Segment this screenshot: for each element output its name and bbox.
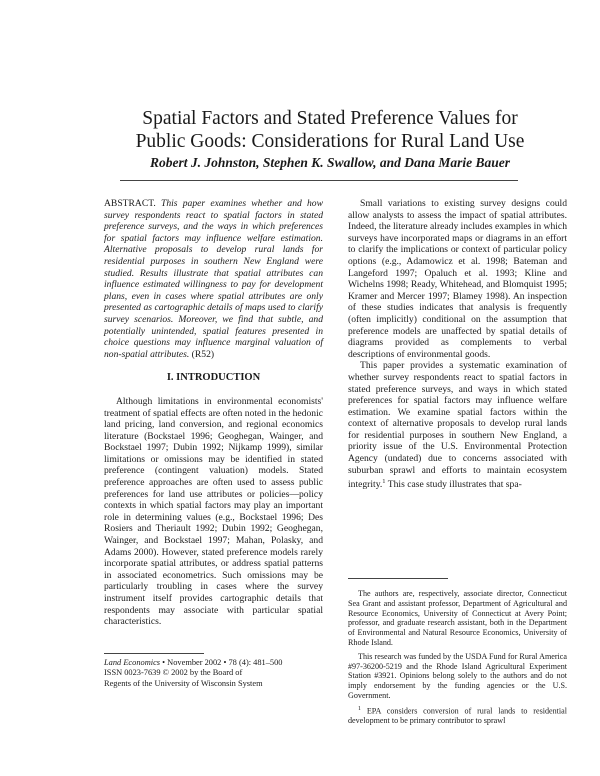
right-column: [348, 198, 567, 491]
right-paragraph-2: [348, 360, 567, 491]
footnote-ref-1: 1: [382, 478, 386, 486]
section-heading: I. INTRODUCTION: [166, 372, 261, 384]
journal-issue: • November 2002 • 78 (4): 481–500: [160, 658, 283, 667]
right-paragraph-2-tail: This case study illustrates that spa-: [385, 479, 522, 491]
footnote-1: [348, 705, 567, 726]
abstract-jel-code: (R52): [189, 348, 215, 360]
footnote-1-mark: 1: [358, 705, 361, 712]
title-rule: [120, 180, 518, 181]
intro-paragraph: Although limitations in environmental economists' treatment of spatial effects are often noted in the hedonic land pricing, land conversion, and regional economics literature (Bockstael 1996; Geoghegan, Wainger, and Bockstael 1997; Dubin 1992; Nijkamp 1999), similar limitations or omissions may be identified in stated preference (contingent valuation) models. Stated preference approaches are often used to assess public preferences for land use attributes or policies—policy contexts in which spatial factors may play an important role in determining values (e.g., Bockstael 1996; Des Rosiers and Theriault 1992; Dubin 1992; Geoghegan, Wainger, and Bockstael 1997; Mahan, Polasky, and Adams 2000). However, stated preference models rarely incorporate spatial attributes, or address spatial patterns in associated econometrics. Such omissions may be particularly troubling in cases where the survey instrument itself provides cartographic details that respondents may associate with particular spatial characteristics.: [104, 395, 323, 628]
title-line-2: Public Goods: Considerations for Rural Land Use: [135, 131, 525, 152]
abstract-label: ABSTRACT.: [104, 198, 156, 209]
right-paragraph-2-body: This paper provides a systematic examination of whether survey respondents react to spatial factors in stated preference surveys, and ways in which stated preferences for spatial factors may influence welfare estimation. We examine spatial factors within the context of alternative proposals to develop rural lands for residential purposes in southern New England, a priority issue of the U.S. Environmental Protection Agency (undated) due to concerns associated with suburban sprawl and efforts to maintain ecosystem integrity.: [348, 360, 567, 491]
footnote-affiliations: The authors are, respectively, associate director, Connecticut Sea Grant and assistant professor, Department of Agricultural and Resource Economics, University of Connecticut at Avery Point; professor, and graduate research assistant, both in the Department of Environmental and Natural Resource Economics, University of Rhode Island.: [348, 589, 567, 647]
title-line-1: Spatial Factors and Stated Preference Values for: [142, 108, 518, 129]
journal-rule: [104, 653, 204, 654]
page-title: [60, 107, 600, 153]
journal-line-3: Regents of the University of Wisconsin System: [104, 678, 263, 688]
abstract-body: This paper examines whether and how survey respondents react to spatial factors in stated preference surveys, and the ways in which preferences for spatial factors may influence welfare estimation. Alternative proposals to develop rural lands for residential purposes in southern New England were studied. Results illustrate that spatial attributes can influence estimated willingness to pay for development plans, even in cases where spatial attributes are only presented as cartographic details of maps used to clarify survey scenarios. Moreover, we find that subtle, and potentially unintended, spatial features presented in choice questions may influence marginal valuation of non-spatial attributes.: [104, 198, 323, 360]
footnote-rule: [348, 578, 448, 579]
abstract: [104, 198, 323, 360]
journal-name: Land Economics: [104, 658, 161, 667]
footnotes: [348, 578, 567, 730]
authors: Robert J. Johnston, Stephen K. Swallow, and Dana Marie Bauer: [150, 155, 510, 170]
journal-info: [104, 653, 323, 689]
journal-line-1: [104, 658, 323, 668]
footnote-1-text: EPA considers conversion of rural lands to residential development to be primary contributor to sprawl: [348, 706, 567, 726]
footnote-funding: This research was funded by the USDA Fund for Rural America #97-36200-5219 and the Rhode Island Agricultural Experiment Station #3921. Opinions belong solely to the authors and do not imply endorsement by the funding agencies or the U.S. Government.: [348, 651, 567, 700]
right-paragraph-1: Small variations to existing survey designs could allow analysts to assess the impact of spatial attributes. Indeed, the literature already includes examples in which surveys have incorporated maps or diagrams in an effort to clarify the implications or context of particular policy options (e.g., Adamowicz et al. 1998; Bateman and Langeford 1997; Opaluch et al. 1993; Kline and Wichelns 1998; Ready, Whitehead, and Blomquist 1995; Kramer and Mercer 1997; Blamey 1998). An inspection of these studies indicates that analysis is frequently (often implicitly) conditional on the assumption that preference models are unaffected by spatial details of diagrams provided as complements to verbal descriptions of environmental goods.: [348, 198, 567, 360]
journal-line-2: ISSN 0023-7639 © 2002 by the Board of: [104, 668, 243, 678]
left-column: [104, 198, 323, 628]
